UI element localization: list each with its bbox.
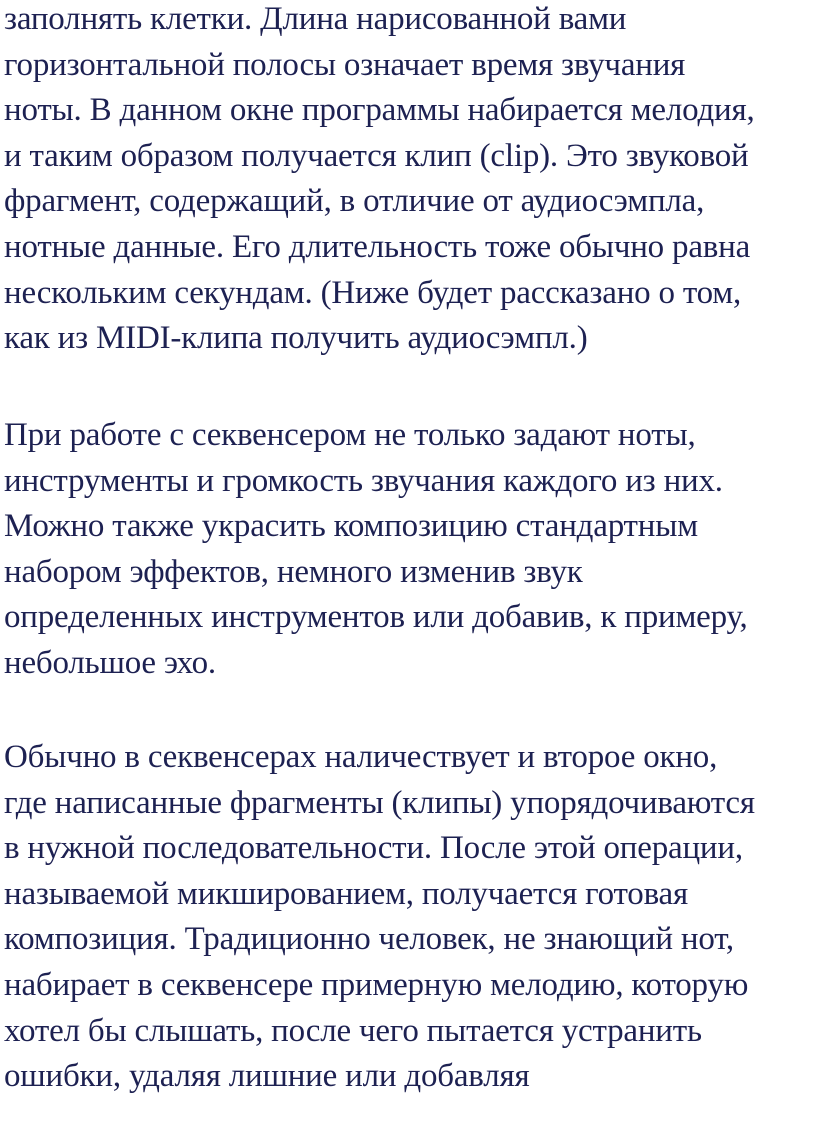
paragraph-2	[4, 413, 748, 687]
text-line: горизонтальной полосы означает время звучания	[4, 46, 686, 83]
text-line: фрагмент, содержащий, в отличие от аудиосэмпла,	[4, 183, 705, 220]
paragraph-3	[4, 735, 755, 1100]
paragraph-1	[4, 0, 755, 362]
text-line: ошибки, удаляя лишние или добавляя	[4, 1058, 530, 1095]
text-line: Обычно в секвенсерах наличествует и второе окно,	[4, 739, 718, 775]
text-line: При работе с секвенсером не только задают ноты,	[4, 417, 696, 453]
text-line: набирает в секвенсере примерную мелодию, которую	[4, 966, 749, 1003]
text-line: ноты. В данном окне программы набирается мелодия,	[4, 92, 755, 129]
text-line: как из MIDI-клипа получить аудиосэмпл.)	[4, 320, 588, 357]
text-line: где написанные фрагменты (клипы) упорядочиваются	[4, 784, 755, 821]
text-line: небольшое эхо.	[4, 644, 216, 681]
text-line: композиция. Традиционно человек, не знающий нот,	[4, 921, 734, 958]
text-line: нескольким секундам. (Ниже будет рассказано о том,	[4, 274, 742, 311]
text-line: нотные данные. Его длительность тоже обычно равна	[4, 228, 751, 265]
text-line: и таким образом получается клип (clip). Это звуковой	[4, 137, 749, 174]
text-line: инструменты и громкость звучания каждого из них.	[4, 462, 723, 499]
text-line: в нужной последовательности. После этой операции,	[4, 830, 743, 867]
text-line: хотел бы слышать, после чего пытается устранить	[4, 1012, 702, 1049]
text-line: заполнять клетки. Длина нарисованной вами	[4, 1, 627, 37]
text-line: называемой микшированием, получается готовая	[4, 875, 688, 912]
text-line: Можно также украсить композицию стандартным	[4, 508, 698, 545]
text-line: определенных инструментов или добавив, к примеру,	[4, 599, 748, 636]
text-line: набором эффектов, немного изменив звук	[4, 553, 583, 590]
